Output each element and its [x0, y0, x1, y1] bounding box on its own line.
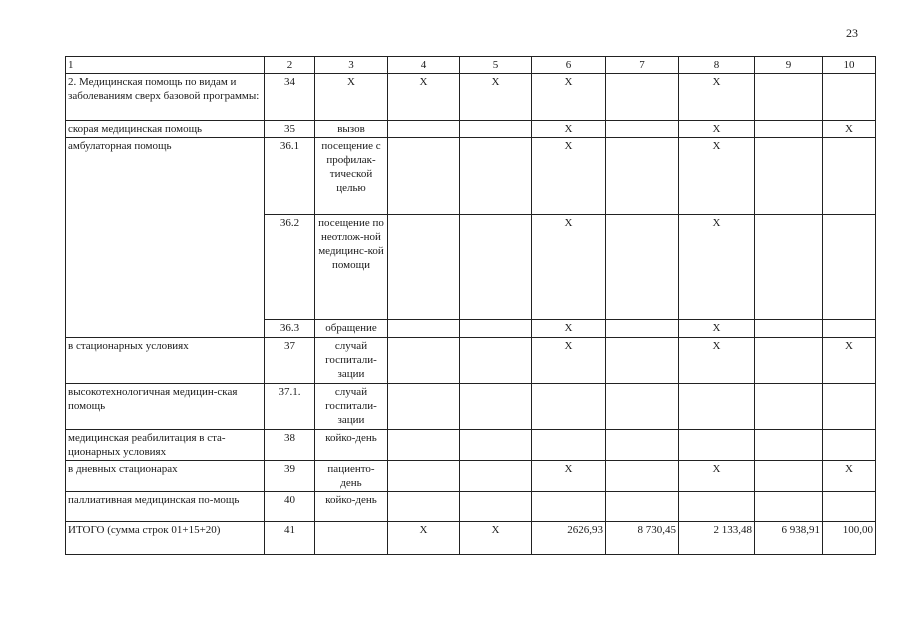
total-row [66, 522, 876, 555]
value-cell: 6 938,91 [755, 522, 823, 555]
row-code-cell: 40 [265, 492, 315, 522]
header-cell: 5 [460, 57, 532, 74]
value-cell [606, 121, 679, 138]
value-cell: 8 730,45 [606, 522, 679, 555]
value-cell [606, 430, 679, 461]
value-cell [606, 492, 679, 522]
value-cell [606, 320, 679, 338]
value-cell: Х [679, 461, 755, 492]
header-cell: 2 [265, 57, 315, 74]
row-code-cell: 36.2 [265, 215, 315, 320]
table-row [66, 461, 876, 492]
value-cell [755, 430, 823, 461]
row-name-cell: 2. Медицинская помощь по видам и заболеваниям сверх базовой программы: [66, 74, 265, 121]
value-cell: Х [532, 338, 606, 384]
row-name-cell: в стационарных условиях [66, 338, 265, 384]
value-cell [460, 338, 532, 384]
header-cell: 9 [755, 57, 823, 74]
header-cell: 7 [606, 57, 679, 74]
table-row [66, 430, 876, 461]
row-name-cell: ИТОГО (сумма строк 01+15+20) [66, 522, 265, 555]
data-table-container [65, 56, 875, 555]
table-row [66, 338, 876, 384]
value-cell [460, 384, 532, 430]
value-cell [388, 461, 460, 492]
value-cell [388, 320, 460, 338]
value-cell [532, 384, 606, 430]
value-cell [388, 338, 460, 384]
header-row [66, 57, 876, 74]
row-code-cell: 37 [265, 338, 315, 384]
data-table [65, 56, 876, 555]
value-cell: Х [532, 138, 606, 215]
value-cell: 100,00 [823, 522, 876, 555]
value-cell [606, 461, 679, 492]
value-cell: 2 133,48 [679, 522, 755, 555]
value-cell [606, 215, 679, 320]
value-cell [460, 138, 532, 215]
value-cell [460, 492, 532, 522]
value-cell: Х [823, 461, 876, 492]
table-row [66, 74, 876, 121]
value-cell [606, 384, 679, 430]
value-cell [388, 492, 460, 522]
value-cell: Х [460, 74, 532, 121]
value-cell: Х [532, 121, 606, 138]
value-cell [606, 338, 679, 384]
value-cell [755, 121, 823, 138]
row-code-cell: 34 [265, 74, 315, 121]
value-cell: Х [460, 522, 532, 555]
row-unit-cell: пациенто-день [315, 461, 388, 492]
value-cell [388, 121, 460, 138]
page-number: 23 [846, 26, 858, 40]
row-code-cell: 37.1. [265, 384, 315, 430]
value-cell [679, 492, 755, 522]
row-code-cell: 41 [265, 522, 315, 555]
row-code-cell: 39 [265, 461, 315, 492]
value-cell: Х [679, 338, 755, 384]
value-cell [755, 492, 823, 522]
header-cell: 6 [532, 57, 606, 74]
value-cell [823, 138, 876, 215]
value-cell [823, 492, 876, 522]
row-code-cell: 35 [265, 121, 315, 138]
value-cell: Х [532, 320, 606, 338]
value-cell [823, 430, 876, 461]
value-cell: Х [679, 138, 755, 215]
value-cell: Х [823, 338, 876, 384]
value-cell: Х [679, 320, 755, 338]
value-cell: Х [679, 215, 755, 320]
value-cell: Х [532, 215, 606, 320]
value-cell [755, 215, 823, 320]
row-unit-cell: посещение с профилак-тической целью [315, 138, 388, 215]
value-cell [388, 215, 460, 320]
row-name-cell: высокотехнологичная медицин-ская помощь [66, 384, 265, 430]
value-cell [755, 138, 823, 215]
row-name-cell: в дневных стационарах [66, 461, 265, 492]
table-row [66, 138, 876, 215]
header-cell: 1 [66, 57, 265, 74]
row-unit-cell: койко-день [315, 492, 388, 522]
table-row [66, 492, 876, 522]
value-cell [532, 430, 606, 461]
value-cell [679, 430, 755, 461]
value-cell [460, 461, 532, 492]
value-cell: Х [679, 74, 755, 121]
value-cell [460, 215, 532, 320]
value-cell: Х [532, 74, 606, 121]
row-name-cell: скорая медицинская помощь [66, 121, 265, 138]
row-unit-cell: случай госпитали-зации [315, 338, 388, 384]
value-cell [388, 138, 460, 215]
row-name-cell: паллиативная медицинская по-мощь [66, 492, 265, 522]
row-unit-cell: койко-день [315, 430, 388, 461]
value-cell [755, 338, 823, 384]
row-name-cell: медицинская реабилитация в ста-ционарных условиях [66, 430, 265, 461]
value-cell: Х [823, 121, 876, 138]
row-unit-cell: Х [315, 74, 388, 121]
row-unit-cell: случай госпитали-зации [315, 384, 388, 430]
value-cell [388, 384, 460, 430]
value-cell [755, 74, 823, 121]
value-cell [460, 430, 532, 461]
row-code-cell: 38 [265, 430, 315, 461]
row-name-cell: амбулаторная помощь [66, 138, 265, 338]
value-cell [606, 138, 679, 215]
value-cell [755, 384, 823, 430]
row-code-cell: 36.3 [265, 320, 315, 338]
table-row [66, 121, 876, 138]
row-unit-cell: обращение [315, 320, 388, 338]
value-cell [532, 492, 606, 522]
header-cell: 4 [388, 57, 460, 74]
value-cell: Х [388, 74, 460, 121]
value-cell: Х [388, 522, 460, 555]
row-unit-cell [315, 522, 388, 555]
table-row [66, 384, 876, 430]
header-cell: 8 [679, 57, 755, 74]
value-cell: 2626,93 [532, 522, 606, 555]
header-cell: 3 [315, 57, 388, 74]
value-cell [755, 320, 823, 338]
value-cell [460, 320, 532, 338]
value-cell [823, 215, 876, 320]
value-cell [606, 74, 679, 121]
value-cell [823, 320, 876, 338]
value-cell [823, 384, 876, 430]
value-cell [388, 430, 460, 461]
value-cell [460, 121, 532, 138]
value-cell [755, 461, 823, 492]
value-cell [823, 74, 876, 121]
value-cell: Х [679, 121, 755, 138]
row-unit-cell: посещение по неотлож-ной медицинс-кой помощи [315, 215, 388, 320]
row-code-cell: 36.1 [265, 138, 315, 215]
header-cell: 10 [823, 57, 876, 74]
value-cell [679, 384, 755, 430]
value-cell: Х [532, 461, 606, 492]
row-unit-cell: вызов [315, 121, 388, 138]
